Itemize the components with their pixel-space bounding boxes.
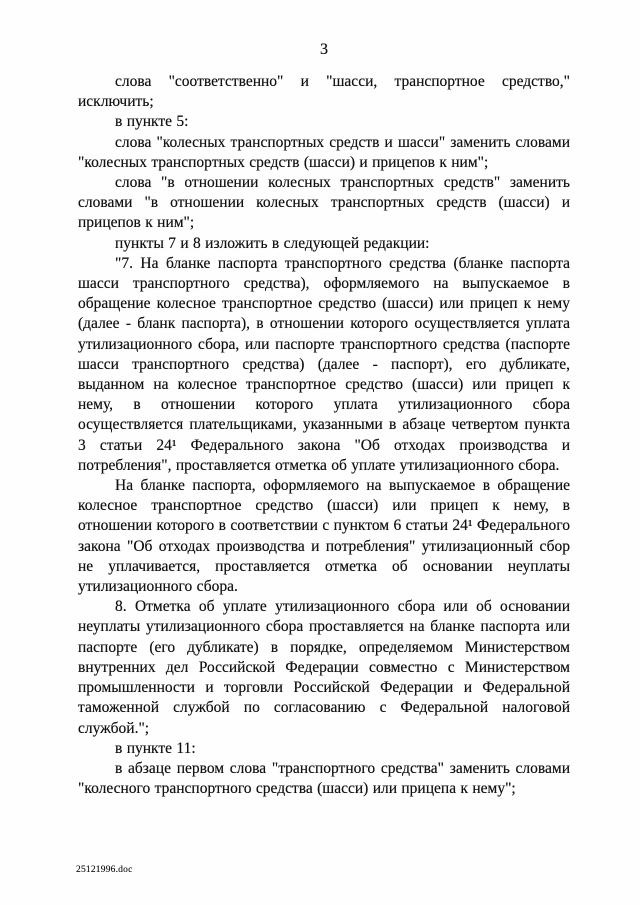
page-number: 3 <box>320 41 328 58</box>
paragraph-item8-text: 8. Отметка об уплате утилизационного сбора или об основании неуплаты утилизационного сбора проставляется на бланке паспорта или паспорте (его дубликате) в порядке, определяемом Министерством внутренних дел Российской Федерации совместно с Министерством промышленности и торговли Российской Федерации и Федеральной таможенной службой по согласованию с Федеральной налоговой службой."; <box>78 598 570 737</box>
paragraph-words-exclude: слова "соответственно" и "шасси, транспортное средство," исключить; <box>78 73 570 111</box>
paragraph-item11-header: в пункте 11: <box>115 739 196 757</box>
footer-filename: 25121996.doc <box>76 865 133 875</box>
paragraph-item11-replace: в абзаце первом слова "транспортного средства" заменить словами "колесного транспортного средства (шасси) или прицепа к нему"; <box>78 759 570 798</box>
paragraph-item5-replace1: слова "колесных транспортных средств и шасси" заменить словами "колесных транспортных средств (шасси) и прицепов к ним"; <box>78 133 570 171</box>
paragraph-item7-text: "7. На бланке паспорта транспортного средства (бланке паспорта шасси транспортного средства), оформляемого на выпускаемое в обращение колесное транспортное средство (шасси) или прицеп к нему (далее - бланк паспорта), в отношении которого осуществляется уплата утилизационного сбора, или паспорте транспортного средства (паспорте шасси транспортного средства) (далее - паспорт), его дубликате, выданном на колесное транспортное средство (шасси) или прицеп к нему, в отношении которого уплата утилизационного сбора осуществляется плательщиками, указанными в абзаце четвертом пункта 3 статьи 24¹ Федерального закона "Об отходах производства и потребления", проставляется отметка об уплате утилизационного сбора. <box>78 254 570 474</box>
document-body <box>78 72 570 799</box>
paragraph-item7-continued: На бланке паспорта, оформляемого на выпускаемое в обращение колесное транспортное средство (шасси) или прицеп к нему, в отношении которого в соответствии с пунктом 6 статьи 24¹ Федерального закона "Об отходах производства и потребления" утилизационный сбор не уплачивается, проставляется отметка об основании неуплаты утилизационного сбора. <box>78 477 570 596</box>
paragraph-item5-header: в пункте 5: <box>115 113 189 131</box>
paragraph-items7-8-header: пункты 7 и 8 изложить в следующей редакции: <box>115 234 430 252</box>
paragraph-item5-replace2: слова "в отношении колесных транспортных средств" заменить словами "в отношении колесных транспортных средств (шасси) и прицепов к ним"; <box>78 174 570 232</box>
